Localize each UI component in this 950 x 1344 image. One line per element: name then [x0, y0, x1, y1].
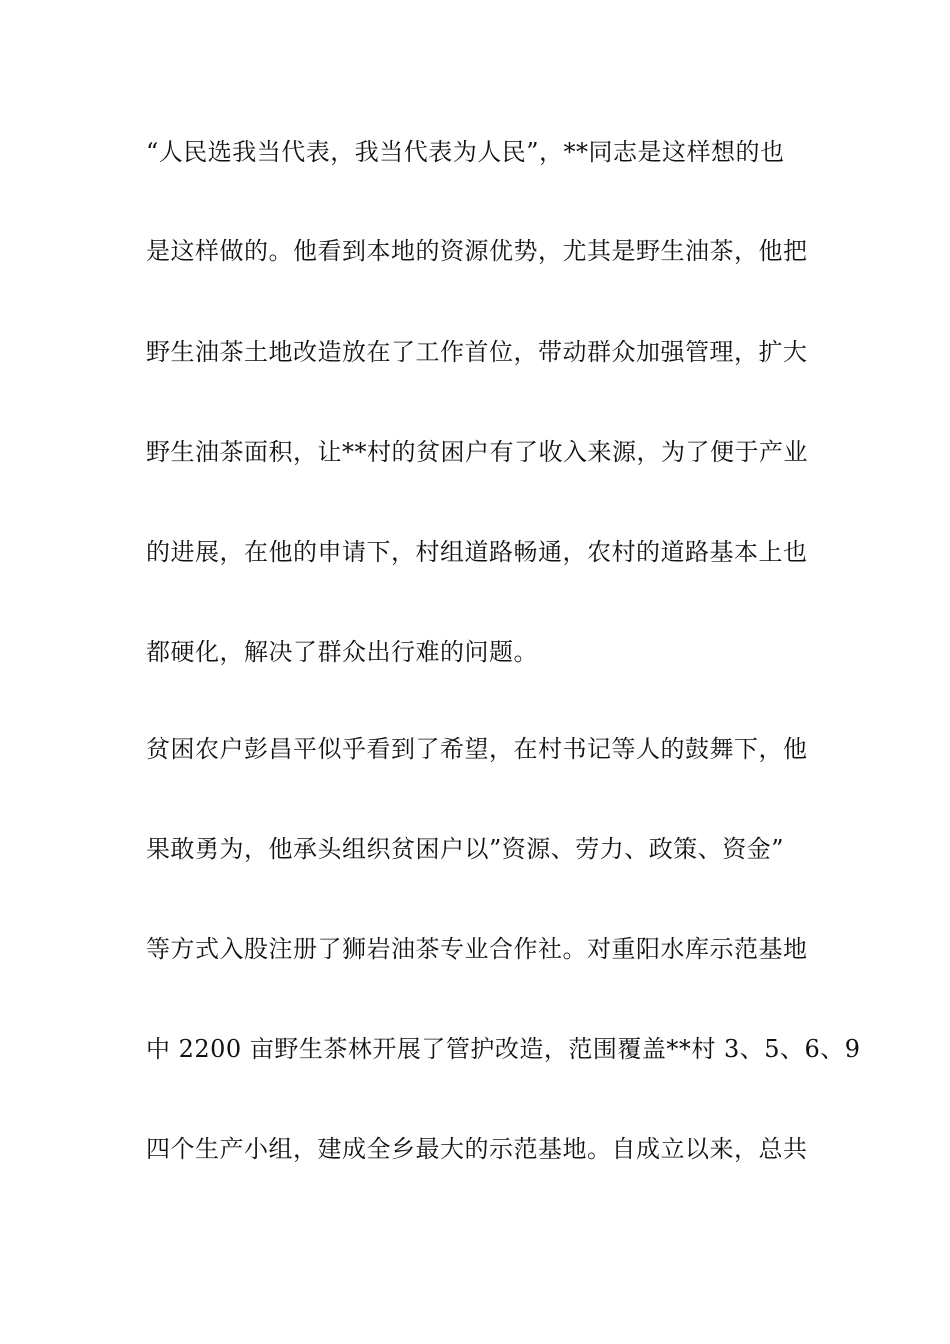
- text-line: 野生油茶面积，让**村的贫困户有了收入来源，为了便于产业: [146, 438, 808, 466]
- text-line: 中 2200 亩野生茶林开展了管护改造，范围覆盖**村 3、5、6、9: [146, 1035, 861, 1063]
- text-line: 都硬化，解决了群众出行难的问题。: [146, 638, 538, 666]
- text-line: 等方式入股注册了狮岩油茶专业合作社。对重阳水库示范基地: [146, 935, 808, 963]
- text-line: 贫困农户彭昌平似乎看到了希望，在村书记等人的鼓舞下，他: [146, 735, 808, 763]
- text-line: 野生油茶土地改造放在了工作首位，带动群众加强管理，扩大: [146, 338, 808, 366]
- text-line: 的进展，在他的申请下，村组道路畅通，农村的道路基本上也: [146, 538, 808, 566]
- text-line: 是这样做的。他看到本地的资源优势，尤其是野生油茶，他把: [146, 237, 808, 265]
- text-line: 果敢勇为，他承头组织贫困户以”资源、劳力、政策、资金”: [146, 835, 785, 863]
- text-line: 四个生产小组，建成全乡最大的示范基地。自成立以来，总共: [146, 1135, 808, 1163]
- text-line: “人民选我当代表，我当代表为人民”，**同志是这样想的也: [146, 138, 785, 166]
